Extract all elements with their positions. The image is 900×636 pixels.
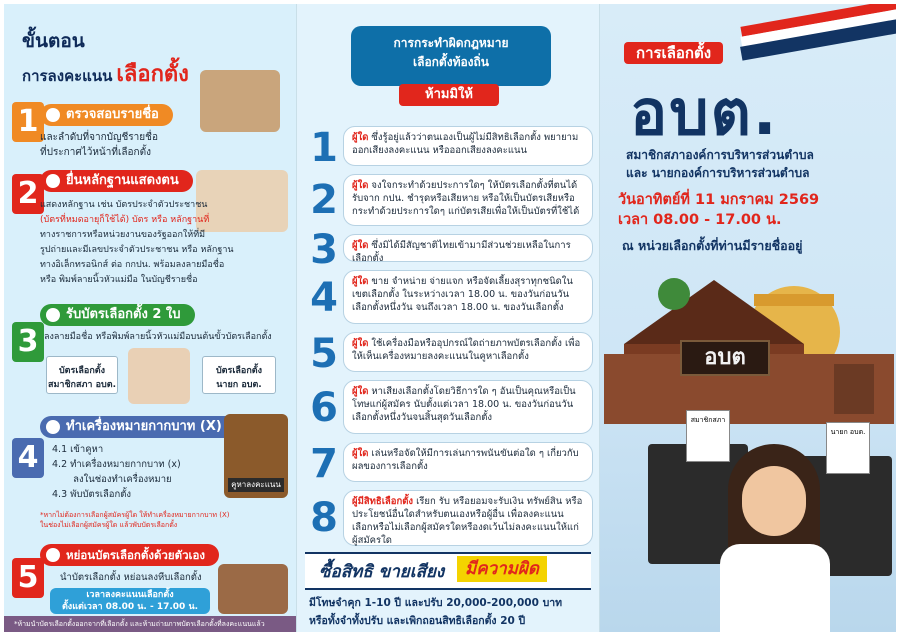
offenses-subtitle: เลือกตั้งท้องถิ่น (412, 55, 490, 69)
rule-text: ผู้มีสิทธิเลือกตั้ง เรียก รับ หรือยอมจะรับเงิน ทรัพย์สิน หรือประโยชน์อื่นใดสำหรับตนเองหรือผู้อื่น เพื่อลงคะแนนเลือกหรือไม่เลือกผู้สมัครใดหรืองดเว้นไม่ลงคะแนนให้แก่ผู้สมัครใด (343, 490, 593, 546)
bullet-icon (46, 308, 60, 322)
step-body: แสดงหลักฐาน เช่น บัตรประจำตัวประชาชน (บัตรที่หมดอายุก็ใช้ได้) บัตร หรือ หลักฐานที่ ทางราชการหรือหน่วยงานของรัฐออกให้ที่มี รูปถ่ายและมีเลขประจำตัวประชาชน หรือ หลักฐาน ทางอิเล็กทรอนิกส์ ต่อ กกปน. พร้อมลงลายมือชื่อ หรือ พิมพ์ลายนิ้วหัวแม่มือ ในบัญชีรายชื่อ (40, 200, 234, 285)
step-heading: รับบัตรเลือกตั้ง 2 ใบ (40, 304, 195, 326)
polling-place: ณ หน่วยเลือกตั้งที่ท่านมีรายชื่ออยู่ (622, 238, 803, 253)
election-label: การเลือกตั้ง (624, 42, 723, 64)
step-4 (10, 412, 292, 536)
step-body: และลำดับที่จากบัญชีรายชื่อ ที่ประกาศไว้หน้าที่เลือกตั้ง (40, 132, 158, 158)
rule-text: ผู้ใด เล่นหรือจัดให้มีการเล่นการพนันขันต่อใด ๆ เกี่ยวกับผลของการเลือกตั้ง (343, 442, 593, 482)
rule-number: 1 (310, 125, 338, 171)
rule-text: ผู้ใด หาเสียงเลือกตั้งโดยวิธีการใด ๆ อันเป็นคุณหรือเป็นโทษแก่ผู้สมัคร นับตั้งแต่เวลา 18.00 น. ของวันก่อนวันเลือกตั้งหนึ่งวันจนสิ้นสุดวันเลือกตั้ง (343, 380, 593, 434)
rule-number: 3 (310, 227, 338, 273)
penalty-line2: หรือทั้งจำทั้งปรับ และเพิกถอนสิทธิเลือกตั้ง 20 ปี (309, 615, 526, 627)
vote-buying-banner (305, 552, 591, 590)
step-number: 4 (12, 438, 44, 478)
bullet-icon (46, 420, 60, 434)
ballot-card-council: บัตรเลือกตั้ง สมาชิกสภา อบต. (46, 356, 118, 394)
brochure (4, 4, 896, 632)
rule-text: ผู้ใด จงใจกระทำด้วยประการใดๆ ให้บัตรเลือกตั้งที่ตนได้รับจาก กปน. ชำรุดหรือเสียหาย หรือให้เป็นบัตรเสียหรือกระทำด้วยประการใดๆ แก่บัตรเสียเพื่อให้เป็นบัตรที่ใช้ได้ (343, 174, 593, 226)
rule-number: 8 (310, 495, 338, 541)
offenses-header (351, 26, 551, 86)
voter-woman-illustration (128, 348, 190, 404)
ballot-card-right: นายก อบต. (826, 422, 870, 474)
mayor-line: และ นายกองค์การบริหารส่วนตำบล (626, 166, 810, 180)
rule-6 (307, 380, 593, 434)
bullet-icon (46, 108, 60, 122)
step-heading: ตรวจสอบรายชื่อ (40, 104, 173, 126)
step-note: *หากไม่ต้องการเลือกผู้สมัครผู้ใด ให้ทำเครื่องหมายกากบาท (X) ในช่องไม่เลือกผู้สมัครผู้ใด แล้วพับบัตรเลือกตั้ง (40, 511, 230, 529)
sao-sign: อบต (680, 340, 770, 376)
step-1 (10, 98, 292, 158)
ballot-card-left: สมาชิกสภา (686, 410, 730, 462)
rule-8 (307, 490, 593, 546)
steps-title-line2: การลงคะแนน (22, 67, 113, 85)
step-number: 5 (12, 558, 44, 598)
step-heading: หย่อนบัตรเลือกตั้งด้วยตัวเอง (40, 544, 219, 566)
step-number: 1 (12, 102, 44, 142)
rule-text: ผู้ใด ซึ่งรู้อยู่แล้วว่าตนเองเป็นผู้ไม่มีสิทธิเลือกตั้ง พยายามออกเสียงลงคะแนน หรือออกเสียงลงคะแนน (343, 126, 593, 166)
step-heading: ทำเครื่องหมายกากบาท (X) (40, 416, 236, 438)
step-5 (10, 542, 292, 614)
voter-shirt (720, 544, 830, 632)
voting-booth-illustration (224, 414, 288, 498)
offenses-panel (297, 4, 600, 632)
bullet-icon (46, 174, 60, 188)
footer-note: *ห้ามนำบัตรเลือกตั้งออกจากที่เลือกตั้ง และห้ามถ่ายภาพบัตรเลือกตั้งที่ลงคะแนนแล้ว (4, 616, 296, 632)
step-2 (10, 166, 292, 296)
step-3 (10, 304, 292, 404)
election-date: วันอาทิตย์ที่ 11 มกราคม 2569 (618, 192, 820, 208)
rule-5 (307, 331, 593, 377)
steps-title-line3: เลือกตั้ง (116, 62, 189, 87)
voter-face (742, 466, 806, 536)
council-line: สมาชิกสภาองค์การบริหารส่วนตำบล (626, 148, 814, 162)
rule-text: ผู้ใด ซึ่งมิได้มีสัญชาติไทยเข้ามามีส่วนช่วยเหลือในการเลือกตั้ง (343, 234, 593, 262)
step-body: ลงลายมือชื่อ หรือพิมพ์ลายนิ้วหัวแม่มือบนต้นขั้วบัตรเลือกตั้ง (44, 332, 272, 342)
sao-title: อบต. (630, 76, 779, 149)
penalty-line1: มีโทษจำคุก 1-10 ปี และปรับ 20,000-200,000 บาท (309, 597, 563, 609)
step-heading: ยื่นหลักฐานแสดงตน (40, 170, 193, 192)
rule-2 (307, 174, 593, 226)
step-number: 2 (12, 174, 44, 214)
rule-number: 5 (310, 331, 338, 377)
rule-4 (307, 270, 593, 324)
ballot-drop-illustration (218, 564, 288, 614)
ballot-card-mayor: บัตรเลือกตั้ง นายก อบต. (202, 356, 276, 394)
rule-7 (307, 441, 593, 487)
offenses-title: การกระทำผิดกฎหมาย (393, 36, 509, 50)
banner-left-text: ซื้อสิทธิ ขายเสียง (319, 562, 445, 582)
rule-number: 7 (310, 441, 338, 487)
steps-title-line1: ขั้นตอน (22, 30, 85, 52)
banner-right-text: มีความผิด (457, 556, 547, 582)
step-body: นำบัตรเลือกตั้ง หย่อนลงหีบเลือกตั้ง (60, 572, 202, 583)
election-info-panel (600, 4, 896, 632)
voting-time-box: เวลาลงคะแนนเลือกตั้ง ตั้งแต่เวลา 08.00 น. - 17.00 น. (50, 588, 210, 614)
rule-text: ผู้ใด ใช้เครื่องมือหรืออุปกรณ์ใดถ่ายภาพบัตรเลือกตั้ง เพื่อให้เห็นเครื่องหมายลงคะแนนในคูหาเลือกตั้ง (343, 332, 593, 372)
rule-text: ผู้ใด ขาย จำหน่าย จ่ายแจก หรือจัดเลี้ยงสุราทุกชนิดในเขตเลือกตั้ง ในระหว่างเวลา 18.00 น. ของวันก่อนวันเลือกตั้งหนึ่งวัน จนถึงเวลา 18.00 น. ของวันเลือกตั้ง (343, 270, 593, 324)
rule-number: 6 (310, 385, 338, 431)
bullet-icon (46, 548, 60, 562)
rule-number: 2 (310, 177, 338, 223)
step-body: 4.1 เข้าคูหา 4.2 ทำเครื่องหมายกากบาท (x) ลงในช่องทำเครื่องหมาย 4.3 พับบัตรเลือกตั้ง (52, 444, 181, 500)
rule-3 (307, 227, 593, 273)
voting-steps-panel (4, 4, 297, 632)
rule-number: 4 (310, 275, 338, 321)
rule-1 (307, 125, 593, 171)
booth-label: คูหาลงคะแนน (228, 478, 284, 492)
step-number: 3 (12, 322, 44, 362)
prohibited-badge: ห้ามมิให้ (399, 84, 499, 106)
election-time: เวลา 08.00 - 17.00 น. (618, 212, 782, 228)
